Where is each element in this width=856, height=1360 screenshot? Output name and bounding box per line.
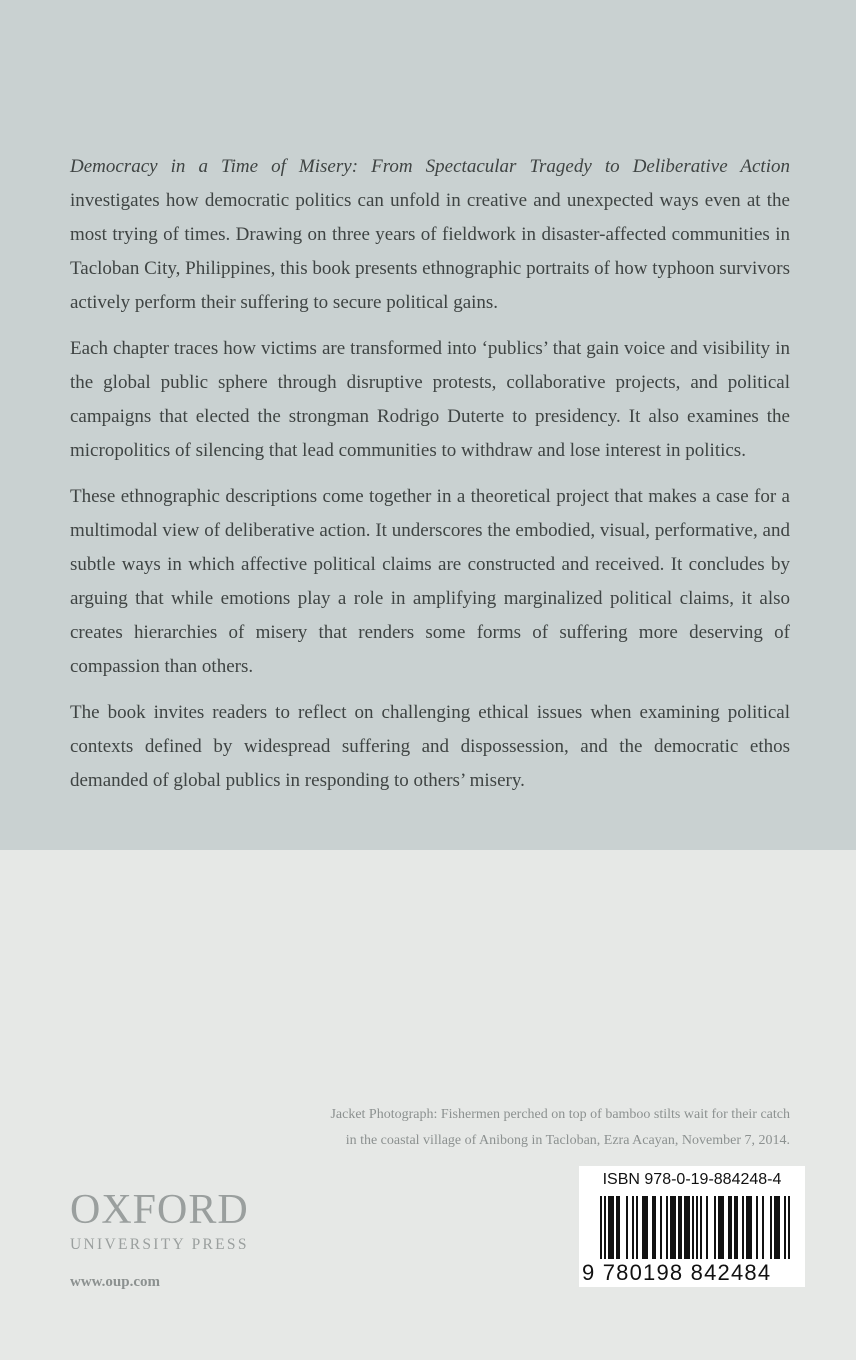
barcode-bar <box>718 1196 720 1259</box>
publisher-subtitle: UNIVERSITY PRESS <box>70 1236 249 1253</box>
barcode-bars <box>600 1196 790 1259</box>
publisher-logo <box>70 1188 249 1256</box>
publisher-website: www.oup.com <box>70 1274 161 1290</box>
barcode-bar <box>660 1196 662 1259</box>
barcode-bar <box>742 1196 744 1259</box>
barcode-bar <box>636 1196 638 1259</box>
barcode-bar <box>670 1196 672 1259</box>
book-title: Democracy in a Time of Misery: From Spectacular Tragedy to Deliberative Action <box>70 156 790 177</box>
barcode-bar <box>646 1196 648 1259</box>
barcode-bar <box>678 1196 680 1259</box>
back-cover-blurb <box>70 150 790 810</box>
isbn-label: ISBN 978-0-19-884248-4 <box>602 1171 782 1188</box>
barcode-digits: 9 780198 842484 <box>582 1260 772 1285</box>
barcode-bar <box>626 1196 628 1259</box>
barcode-bar <box>770 1196 772 1259</box>
barcode-bar <box>746 1196 748 1259</box>
barcode-bar <box>730 1196 732 1259</box>
barcode-bar <box>688 1196 690 1259</box>
blurb-paragraph-3: These ethnographic descriptions come together in a theoretical project that makes a case for a multimodal view of deliberative action. It underscores the embodied, visual, performative, and subtle ways in which affective political claims are constructed and received. It concludes by arguing that while emotions play a role in amplifying marginalized political claims, it also creates hierarchies of misery that renders some forms of suffering more deserving of compassion than others. <box>70 486 790 677</box>
barcode-bar <box>706 1196 708 1259</box>
barcode-bar <box>778 1196 780 1259</box>
barcode-bar <box>642 1196 644 1259</box>
barcode-bar <box>666 1196 668 1259</box>
barcode-bar <box>692 1196 694 1259</box>
barcode-bar <box>632 1196 634 1259</box>
barcode-bar <box>618 1196 620 1259</box>
barcode-bar <box>616 1196 618 1259</box>
barcode-bar <box>728 1196 730 1259</box>
barcode-bar <box>748 1196 750 1259</box>
barcode-bar <box>700 1196 702 1259</box>
barcode-bar <box>762 1196 764 1259</box>
blurb-paragraph-1-text: investigates how democratic politics can unfold in creative and unexpected ways even at the most trying of times. Drawing on three years of fieldwork in disaster-affected communities in Tacloban City, Philippines, this book presents ethnographic portraits of how typhoon survivors actively perform their suffering to secure political gains. <box>70 190 790 313</box>
blurb-paragraph-1 <box>70 150 790 320</box>
barcode-bar <box>684 1196 686 1259</box>
barcode-bar <box>644 1196 646 1259</box>
barcode-bar <box>686 1196 688 1259</box>
barcode-bar <box>610 1196 612 1259</box>
barcode-bar <box>788 1196 790 1259</box>
barcode-bar <box>722 1196 724 1259</box>
barcode-bar <box>714 1196 716 1259</box>
barcode-bar <box>612 1196 614 1259</box>
photo-credit-line-1: Jacket Photograph: Fishermen perched on top of bamboo stilts wait for their catch <box>330 1107 790 1122</box>
barcode-bar <box>654 1196 656 1259</box>
barcode-bar <box>774 1196 776 1259</box>
blurb-paragraph-2: Each chapter traces how victims are transformed into ‘publics’ that gain voice and visibility in the global public sphere through disruptive protests, collaborative projects, and political campaigns that elected the strongman Rodrigo Duterte to presidency. It also examines the micropolitics of silencing that lead communities to withdraw and lose interest in politics. <box>70 338 790 461</box>
barcode-bar <box>600 1196 602 1259</box>
barcode-bar <box>696 1196 698 1259</box>
barcode-bar <box>608 1196 610 1259</box>
barcode-bar <box>674 1196 676 1259</box>
isbn-barcode <box>579 1166 805 1287</box>
publisher-name: OXFORD <box>70 1187 249 1233</box>
barcode-bar <box>734 1196 736 1259</box>
barcode-bar <box>756 1196 758 1259</box>
barcode-bar <box>720 1196 722 1259</box>
barcode-bar <box>776 1196 778 1259</box>
barcode-bar <box>672 1196 674 1259</box>
photo-credit <box>230 1102 790 1154</box>
photo-credit-line-2: in the coastal village of Anibong in Tacloban, Ezra Acayan, November 7, 2014. <box>345 1133 790 1148</box>
barcode-bar <box>680 1196 682 1259</box>
barcode-bar <box>784 1196 786 1259</box>
blurb-paragraph-4: The book invites readers to reflect on challenging ethical issues when examining political contexts defined by widespread suffering and dispossession, and the democratic ethos demanded of global publics in responding to others’ misery. <box>70 702 790 791</box>
barcode-bar <box>604 1196 606 1259</box>
barcode-bar <box>736 1196 738 1259</box>
barcode-bar <box>750 1196 752 1259</box>
barcode-bar <box>652 1196 654 1259</box>
